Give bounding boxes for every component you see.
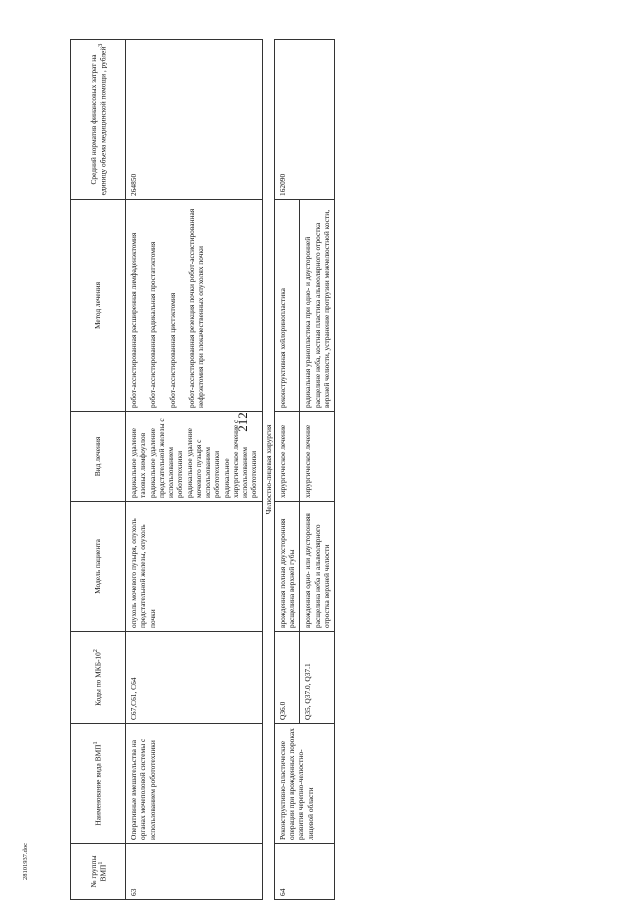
treatment-type: радикальное удаление тазовых лимфоузлов bbox=[129, 428, 148, 498]
table-header-row bbox=[71, 40, 126, 900]
footer-doc-code: 28101937.doc bbox=[22, 842, 29, 880]
row64-cost: 162090 bbox=[274, 40, 334, 200]
row63-method bbox=[126, 200, 263, 412]
row63-icd: C67,C61, C64 bbox=[126, 632, 263, 724]
row64-group: 64 bbox=[274, 844, 334, 900]
section-title: Челюстно-лицевая хирургия bbox=[262, 40, 274, 900]
treatment-type: радикальное удаление предстательной железы с использованием робототехники bbox=[147, 418, 185, 498]
header-model: Модель пациента bbox=[71, 502, 126, 632]
row63-type bbox=[126, 412, 263, 502]
header-group: № группы ВМП$^1$ bbox=[71, 844, 126, 900]
vmp-table bbox=[70, 39, 335, 900]
row64-type: хирургическое лечение bbox=[274, 412, 300, 502]
table-row bbox=[274, 40, 300, 900]
row64b-icd: Q35, Q37.0, Q37.1 bbox=[300, 632, 335, 724]
row64-model: врожденная полная двухсторонняя расщелина верхней губы bbox=[274, 502, 300, 632]
vmp-table-container bbox=[70, 40, 580, 900]
header-icd: Коды по МКБ-$10^2$ bbox=[71, 632, 126, 724]
header-cost: Средний норматив финансовых затрат на единицу объема медицинской помощи , рублей$^3$ bbox=[71, 40, 126, 200]
row63-cost: 264850 bbox=[126, 40, 263, 200]
treatment-type: радикальное удаление мочевого пузыря с использованием робототехники bbox=[184, 428, 222, 498]
treatment-type: радикальное хирургическое лечение с использованием робототехники bbox=[221, 419, 259, 498]
row64-name: Реконструктивно-пластические операции при врожденных пороках развития черепно-челюстно-лицевой области bbox=[274, 724, 334, 844]
row63-name: Оперативные вмешательства на органах мочеполовой системы с использованием робототехники bbox=[126, 724, 263, 844]
treatment-method: робот-ассистированная радикальная простатэктомия bbox=[148, 241, 158, 408]
treatment-method: робот-ассистированная цистэктомия bbox=[167, 292, 177, 408]
row64b-method: радикальная уранопластика при одно- и двусторонней расщелине неба, костная пластика альвеолярного отростка верхней челюсти, устранение протрузии межчелюстной кости, bbox=[300, 200, 335, 412]
row64b-type: хирургическое лечение bbox=[300, 412, 335, 502]
table-row bbox=[126, 40, 263, 900]
page-number: 212 bbox=[235, 412, 250, 432]
row63-model: опухоль мочевого пузыря, опухоль предстательной железы, опухоль почки bbox=[126, 502, 263, 632]
row64-icd: Q36.0 bbox=[274, 632, 300, 724]
section-row bbox=[262, 40, 274, 900]
header-name: Наименование вида ВМП$^1$ bbox=[71, 724, 126, 844]
treatment-method: робот-ассистированная расширенная лимфаденэктомия bbox=[129, 232, 138, 408]
row63-group: 63 bbox=[126, 844, 263, 900]
header-method: Метод лечения bbox=[71, 200, 126, 412]
treatment-method: робот-ассистированная резекция почки робот-ассистированная нефрэктомия при злокачественных опухолях почки bbox=[186, 208, 205, 408]
header-type: Вид лечения bbox=[71, 412, 126, 502]
row64-method: реконструктивная хейлоринопластика bbox=[274, 200, 300, 412]
row64b-model: врожденная одно- или двусторонняя расщелина неба и альвеолярного отростка верхней челюсти bbox=[300, 502, 335, 632]
